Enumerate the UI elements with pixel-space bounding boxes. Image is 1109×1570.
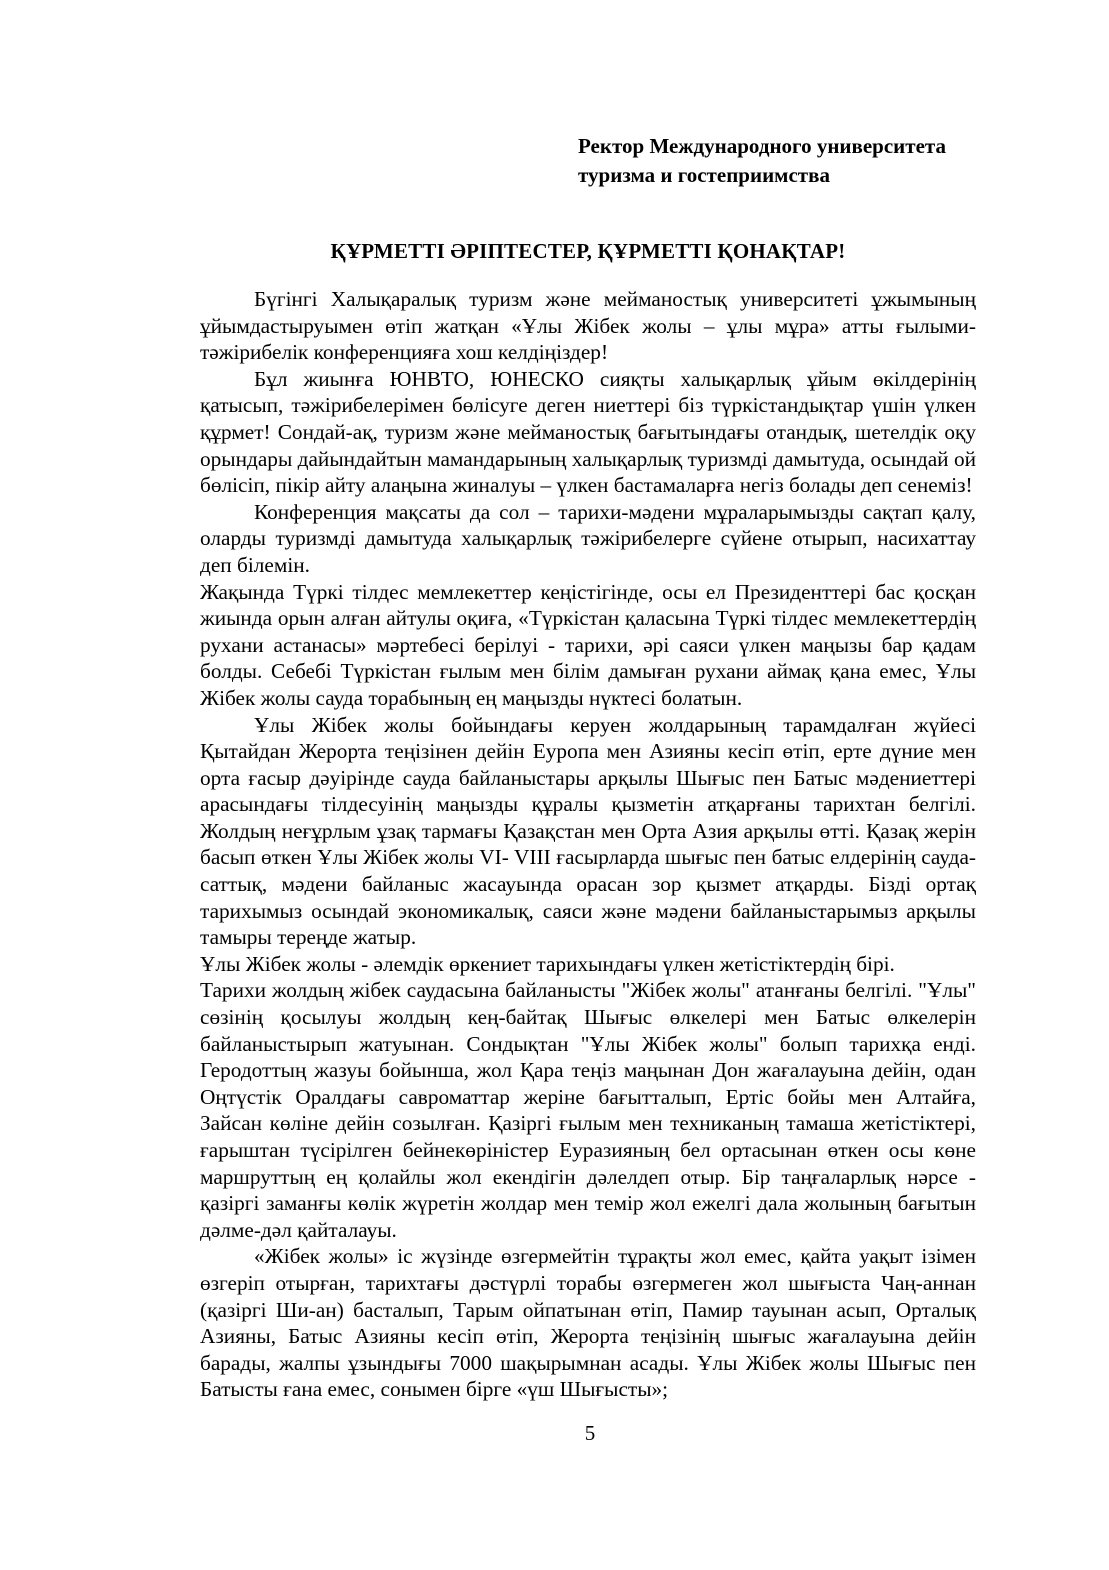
paragraph-5: Ұлы Жібек жолы бойындағы керуен жолдарының тарамдалған жүйесі Қытайдан Жерорта теңізінен дейін Еуропа мен Азияны кесіп өтіп, ерте дүние мен орта ғасыр дәуірінде сауда байланыстары арқылы Шығыс пен Батыс мәдениеттері арасындағы тілдесуінің маңызды құралы қызметін атқарғаны тарихтан белгілі. Жолдың неғұрлым ұзақ тармағы Қазақстан мен Орта Азия арқылы өтті. Қазақ жерін басып өткен Ұлы Жібек жолы VI- VIII ғасырларда шығыс пен батыс елдерінің сауда-саттық, мәдени байланыс жасауында орасан зор қызмет атқарды. Бізді ортақ тарихымыз осындай экономикалық, саяси және мәдени байланыстарымыз арқылы тамыры тереңде жатыр.: [200, 712, 976, 950]
paragraph-1: Бүгінгі Халықаралық туризм және мейманостық университеті ұжымының ұйымдастыруымен өтіп жатқан «Ұлы Жібек жолы – ұлы мұра» атты ғылыми-тәжірибелік конференцияға хош келдіңіздер!: [200, 287, 976, 365]
paragraph-4: Жақында Түркі тілдес мемлекеттер кеңістігінде, осы ел Президенттері бас қосқан жиында орын алған айтулы оқиға, «Түркістан қаласына Түркі тілдес мемлекеттердің рухани астанасы» мәртебесі берілуі - тарихи, әрі саяси үлкен маңызы бар қадам болды. Себебі Түркістан ғылым мен білім дамыған рухани аймақ қана емес, Ұлы Жібек жолы сауда торабының ең маңызды нүктесі болатын.: [200, 579, 976, 710]
page-number: 5: [584, 1421, 596, 1445]
paragraph-7: Тарихи жолдың жібек саудасына байланысты "Жібек жолы" атанғаны белгілі. "Ұлы" сөзінің қосылуы жолдың кең-байтақ Шығыс өлкелері мен Батыс өлкелерін байланыстырып жатуынан. Сондықтан "Ұлы Жібек жолы" болып тарихқа енді. Геродоттың жазуы бойынша, жол Қара теңіз маңынан Дон жағалауына дейін, одан Оңтүстік Оралдағы савроматтар жеріне бағытталып, Ертіс бойы мен Алтайға, Зайсан көліне дейін созылған. Қазіргі ғылым мен техниканың тамаша жетістіктері, ғарыштан түсірілген бейнекөріністер Еуразияның бел ортасынан өткен осы көне маршруттың ең қолайлы жол екендігін дәлелдеп отыр. Бір таңғаларлық нәрсе - қазіргі заманғы көлік жүретін жолдар мен темір жол ежелгі дала жолының бағытын дәлме-дәл қайталауы.: [200, 978, 976, 1242]
paragraph-2: Бұл жиынға ЮНВТО, ЮНЕСКО сияқты халықарлық ұйым өкілдерінің қатысып, тәжірибелерімен бөлісуге деген ниеттері біз түркістандықтар үшін үлкен құрмет! Сондай-ақ, туризм және мейманостық бағытындағы отандық, шетелдік оқу орындары дайындайтын мамандарының халықарлық туризмді дамытуда, осындай ой бөлісіп, пікір айту алаңына жиналуы – үлкен бастамаларға негіз болады деп сенеміз!: [200, 366, 976, 498]
author-title-line-1: Ректор Международного университета: [578, 134, 946, 158]
page-heading: ҚҰРМЕТТІ ӘРІПТЕСТЕР, ҚҰРМЕТТІ ҚОНАҚТАР!: [330, 239, 846, 263]
paragraph-3: Конференция мақсаты да сол – тарихи-мәдени мұраларымызды сақтап қалу, оларды туризмді дамытуда халықарлық тәжірибелерге сүйене отырып, насихаттау деп білемін.: [200, 499, 976, 577]
paragraph-8: «Жібек жолы» іс жүзінде өзгермейтін тұрақты жол емес, қайта уақыт ізімен өзгеріп отырған, тарихтағы дәстүрлі торабы өзгермеген жол шығыста Чаң-аннан (қазіргі Ши-ан) басталып, Тарым ойпатынан өтіп, Памир тауынан асып, Орталық Азияны, Батыс Азияны кесіп өтіп, Жерорта теңізінің шығыс жағалауына дейін барады, жалпы ұзындығы 7000 шақырымнан асады. Ұлы Жібек жолы Шығыс пен Батысты ғана емес, сонымен бірге «үш Шығысты»;: [200, 1244, 976, 1402]
body-text: [200, 286, 976, 1403]
author-block: [578, 132, 1038, 190]
paragraph-6: Ұлы Жібек жолы - әлемдік өркениет тарихындағы үлкен жетістіктердің бірі.: [200, 951, 895, 976]
author-title-line-2: туризма и гостеприимства: [578, 163, 830, 187]
